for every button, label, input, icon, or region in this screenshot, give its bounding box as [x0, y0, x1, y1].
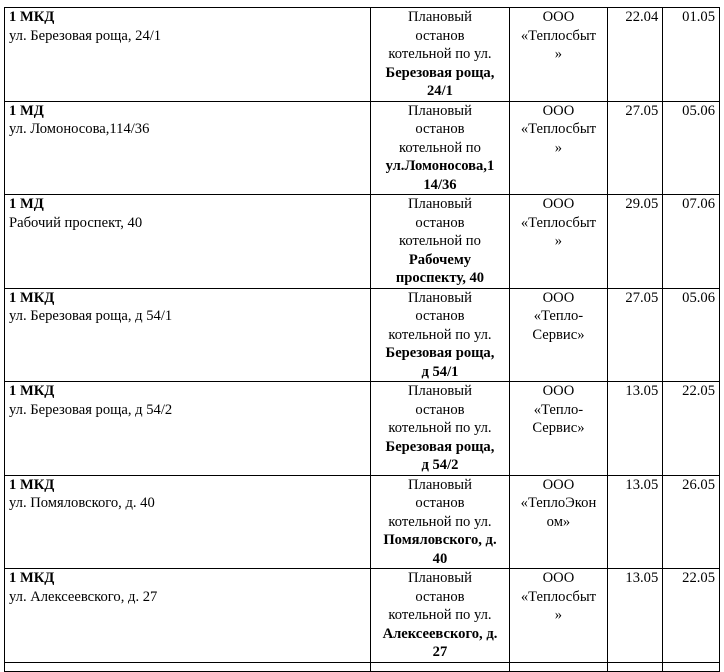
table-row [5, 382, 720, 476]
reason-text-line: останов [415, 308, 465, 324]
reason-text-line: останов [415, 121, 465, 137]
boiler-location-line: 14/36 [423, 176, 457, 193]
table-row [5, 8, 720, 102]
reason-text-line: останов [415, 401, 465, 418]
end-date-cell: 07.06 [663, 195, 720, 289]
object-cell [5, 569, 371, 663]
organization-cell [510, 288, 607, 382]
reason-text-line: Плановый [408, 9, 472, 25]
organization-name-line: Сервис» [532, 420, 585, 436]
boiler-location-line: Алексеевского, д. [382, 625, 498, 642]
object-cell [5, 8, 371, 102]
building-address: ул. Березовая роща, д 54/2 [9, 401, 173, 418]
reason-cell [370, 382, 510, 476]
object-cell [5, 475, 371, 569]
building-address: ул. Алексеевского, д. 27 [9, 588, 158, 605]
boiler-location-line: 27 [432, 644, 448, 660]
boiler-location-line: 24/1 [426, 83, 453, 99]
boiler-location-line: д 54/1 [421, 363, 459, 380]
building-type: 1 МД [9, 196, 44, 212]
table-cell [5, 662, 371, 671]
object-cell [5, 101, 371, 195]
building-address: ул. Помяловского, д. 40 [9, 495, 155, 511]
end-date-cell: 05.06 [663, 101, 720, 195]
reason-text-line: останов [415, 27, 465, 44]
reason-text-line: котельной по ул. [388, 420, 492, 436]
organization-name-line: ООО [542, 476, 575, 493]
start-date-cell: 27.05 [607, 288, 663, 382]
table-row-partial [5, 662, 720, 671]
boiler-location-line: проспекту, 40 [395, 270, 485, 286]
boiler-location-line: Помяловского, д. [383, 532, 497, 548]
table-cell [510, 662, 607, 671]
organization-name-line: «Теплосбыт [520, 214, 597, 231]
end-date-cell: 05.06 [663, 288, 720, 382]
reason-text-line: Плановый [408, 102, 472, 119]
start-date-cell: 29.05 [607, 195, 663, 289]
reason-text-line: Плановый [408, 476, 472, 493]
end-date-cell: 22.05 [663, 382, 720, 476]
table-cell [663, 662, 720, 671]
boiler-location-line: д 54/2 [421, 457, 459, 473]
organization-name-line: ом» [546, 513, 571, 530]
reason-text-line: останов [415, 214, 465, 231]
organization-name-line: «Теплосбыт [520, 588, 597, 605]
table-row [5, 569, 720, 663]
start-date-cell: 13.05 [607, 569, 663, 663]
organization-name-line: Сервис» [532, 326, 585, 343]
reason-cell [370, 101, 510, 195]
reason-text-line: Плановый [408, 196, 472, 212]
table-body [5, 8, 720, 672]
organization-name-line: ООО [542, 102, 575, 119]
end-date-cell: 22.05 [663, 569, 720, 663]
outage-schedule-table [4, 7, 720, 672]
organization-cell [510, 382, 607, 476]
reason-cell [370, 288, 510, 382]
reason-cell [370, 8, 510, 102]
building-type: 1 МКД [9, 570, 55, 586]
building-address: ул. Ломоносова,114/36 [9, 121, 150, 137]
start-date-cell: 22.04 [607, 8, 663, 102]
reason-text-line: останов [415, 495, 465, 511]
reason-text-line: котельной по ул. [388, 326, 492, 343]
boiler-location-line: 40 [432, 550, 448, 567]
table-row [5, 195, 720, 289]
end-date-cell: 26.05 [663, 475, 720, 569]
reason-text-line: котельной по ул. [388, 46, 492, 62]
organization-name-line: ООО [542, 9, 575, 25]
boiler-location-line: Березовая роща, [385, 345, 495, 361]
building-address: Рабочий проспект, 40 [9, 214, 143, 231]
boiler-location-line: Березовая роща, [385, 438, 495, 455]
organization-name-line: «ТеплоЭкон [520, 495, 597, 511]
organization-cell [510, 8, 607, 102]
building-address: ул. Березовая роща, д 54/1 [9, 308, 173, 324]
reason-text-line: котельной по [399, 233, 481, 249]
reason-cell [370, 195, 510, 289]
organization-name-line: «Тепло- [533, 308, 584, 324]
organization-name-line: ООО [542, 289, 575, 306]
boiler-location-line: ул.Ломоносова,1 [385, 158, 495, 174]
building-type: 1 МКД [9, 476, 55, 493]
reason-text-line: котельной по ул. [388, 513, 492, 530]
reason-text-line: Плановый [408, 289, 472, 306]
table-row [5, 475, 720, 569]
organization-name-line: «Теплосбыт [520, 27, 597, 44]
table-row [5, 101, 720, 195]
organization-cell [510, 475, 607, 569]
reason-text-line: останов [415, 588, 465, 605]
organization-cell [510, 195, 607, 289]
start-date-cell: 13.05 [607, 475, 663, 569]
boiler-location-line: Березовая роща, [385, 64, 495, 81]
organization-name-line: «Теплосбыт [520, 121, 597, 137]
reason-text-line: котельной по [399, 139, 481, 156]
object-cell [5, 382, 371, 476]
organization-name-line: ООО [542, 196, 575, 212]
organization-name-line: » [554, 139, 563, 156]
organization-cell [510, 101, 607, 195]
organization-name-line: ООО [542, 570, 575, 586]
end-date-cell: 01.05 [663, 8, 720, 102]
boiler-location-line: Рабочему [408, 251, 472, 268]
reason-text-line: котельной по ул. [388, 607, 492, 623]
organization-name-line: «Тепло- [533, 401, 584, 418]
reason-cell [370, 475, 510, 569]
start-date-cell: 13.05 [607, 382, 663, 476]
organization-cell [510, 569, 607, 663]
table-row [5, 288, 720, 382]
organization-name-line: » [554, 233, 563, 249]
building-type: 1 МД [9, 102, 44, 119]
reason-text-line: Плановый [408, 570, 472, 586]
organization-name-line: ООО [542, 383, 575, 399]
start-date-cell: 27.05 [607, 101, 663, 195]
organization-name-line: » [554, 607, 563, 623]
object-cell [5, 195, 371, 289]
building-type: 1 МКД [9, 289, 55, 306]
table-cell [370, 662, 510, 671]
reason-cell [370, 569, 510, 663]
building-address: ул. Березовая роща, 24/1 [9, 27, 162, 44]
reason-text-line: Плановый [408, 383, 472, 399]
table-cell [607, 662, 663, 671]
building-type: 1 МКД [9, 383, 55, 399]
building-type: 1 МКД [9, 9, 55, 25]
object-cell [5, 288, 371, 382]
organization-name-line: » [554, 46, 563, 62]
